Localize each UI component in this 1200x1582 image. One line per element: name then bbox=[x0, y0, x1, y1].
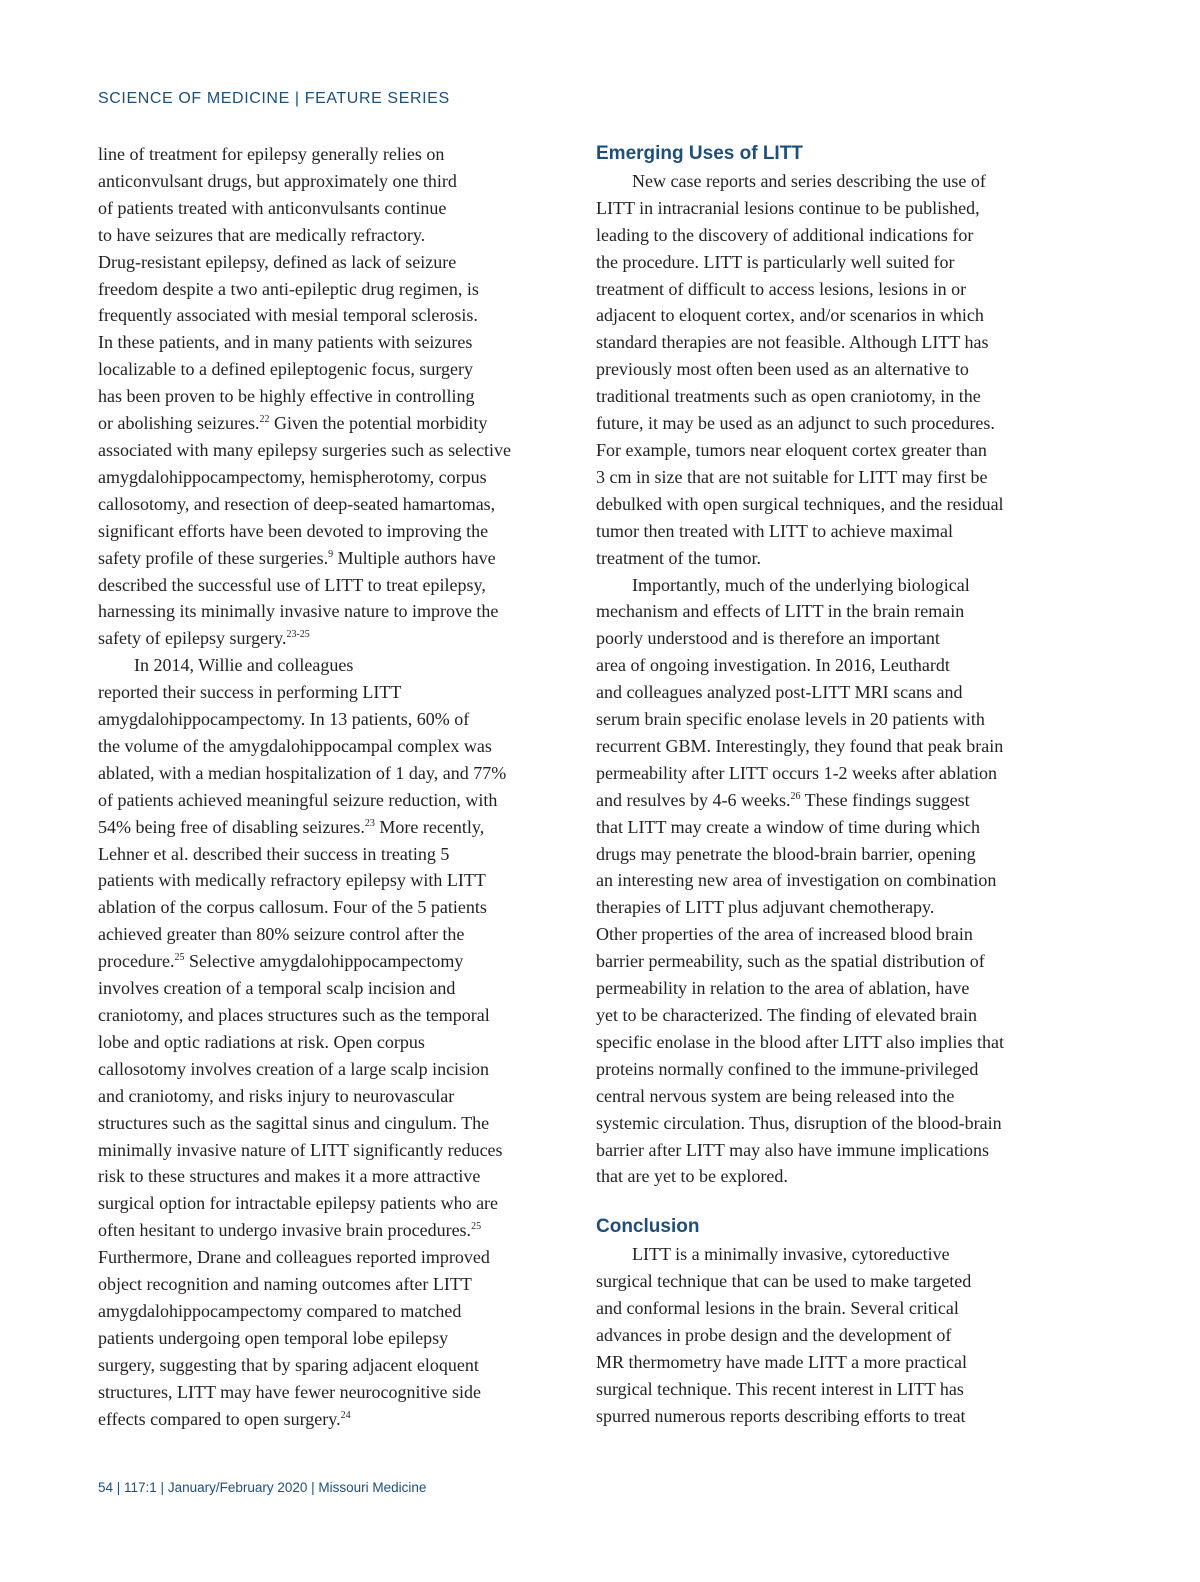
text-line: risk to these structures and makes it a more attractive bbox=[98, 1166, 481, 1187]
text-line: the volume of the amygdalohippocampal complex was bbox=[98, 735, 492, 756]
citation-superscript: 25 bbox=[174, 952, 185, 964]
text-line: treatment of difficult to access lesions, lesions in or bbox=[596, 278, 967, 299]
text-line: Importantly, much of the underlying biological bbox=[632, 574, 970, 595]
text-line: Drug-resistant epilepsy, defined as lack of seizure bbox=[98, 251, 457, 272]
text-line: that LITT may create a window of time during which bbox=[596, 816, 981, 837]
text-line: structures, LITT may have fewer neurocognitive side bbox=[98, 1381, 482, 1402]
text-line: has been proven to be highly effective in controlling bbox=[98, 386, 475, 407]
text-line: systemic circulation. Thus, disruption of the blood-brain bbox=[596, 1112, 1002, 1133]
citation-superscript: 23-25 bbox=[286, 629, 310, 641]
text-line: that are yet to be explored. bbox=[596, 1166, 788, 1187]
text-line: and resulves by 4-6 weeks.$^{26}$ These findings suggest bbox=[596, 789, 970, 810]
text-line: LITT in intracranial lesions continue to be published, bbox=[596, 197, 980, 218]
text-line: traditional treatments such as open craniotomy, in the bbox=[596, 386, 981, 407]
text-line: to have seizures that are medically refractory. bbox=[98, 224, 426, 245]
text-line: callosotomy, and resection of deep-seated hamartomas, bbox=[98, 493, 496, 514]
text-line: ablation of the corpus callosum. Four of the 5 patients bbox=[98, 897, 487, 918]
text-line: the procedure. LITT is particularly well suited for bbox=[596, 251, 955, 272]
text-line: therapies of LITT plus adjuvant chemotherapy. bbox=[596, 897, 935, 918]
text-line: often hesitant to undergo invasive brain procedures.$^{25}$ bbox=[98, 1220, 482, 1241]
left-column bbox=[98, 141, 546, 1433]
text-line: serum brain specific enolase levels in 20 patients with bbox=[596, 709, 985, 730]
text-line: recurrent GBM. Interestingly, they found that peak brain bbox=[596, 735, 1004, 756]
text-line: Other properties of the area of increased blood brain bbox=[596, 924, 973, 945]
text-line: surgical option for intractable epilepsy patients who are bbox=[98, 1193, 499, 1214]
text-line: yet to be characterized. The finding of elevated brain bbox=[596, 1005, 977, 1025]
section-heading-conclusion: Conclusion bbox=[596, 1216, 700, 1238]
section-heading-emerging-uses: Emerging Uses of LITT bbox=[596, 143, 803, 164]
text-line: LITT is a minimally invasive, cytoreductive bbox=[632, 1244, 950, 1265]
text-line: Lehner et al. described their success in treating 5 bbox=[98, 843, 450, 864]
text-line: MR thermometry have made LITT a more practical bbox=[596, 1351, 968, 1372]
text-line: safety of epilepsy surgery.$^{23-25}$ bbox=[98, 628, 310, 649]
right-column bbox=[596, 141, 1048, 1430]
text-line: proteins normally confined to the immune-privileged bbox=[596, 1058, 979, 1079]
text-line: poorly understood and is therefore an important bbox=[596, 628, 940, 649]
text-line: associated with many epilepsy surgeries such as selective bbox=[98, 439, 512, 460]
text-line: and conformal lesions in the brain. Several critical bbox=[596, 1298, 959, 1319]
text-line: surgery, suggesting that by sparing adjacent eloquent bbox=[98, 1354, 479, 1375]
section-emerging-uses-body bbox=[596, 168, 1048, 1190]
text-line: described the successful use of LITT to treat epilepsy, bbox=[98, 574, 486, 595]
text-line: tumor then treated with LITT to achieve maximal bbox=[596, 520, 954, 541]
text-line: significant efforts have been devoted to improving the bbox=[98, 520, 489, 541]
text-line: harnessing its minimally invasive nature to improve the bbox=[98, 601, 499, 622]
text-line: barrier permeability, such as the spatial distribution of bbox=[596, 951, 985, 972]
text-line: lobe and optic radiations at risk. Open corpus bbox=[98, 1031, 425, 1052]
page-footer: 54 | 117:1 | January/February 2020 | Missouri Medicine bbox=[98, 1480, 427, 1495]
text-line: New case reports and series describing the use of bbox=[632, 170, 986, 191]
text-line: craniotomy, and places structures such as the temporal bbox=[98, 1005, 490, 1025]
text-line: amygdalohippocampectomy. In 13 patients, 60% of bbox=[98, 709, 470, 730]
text-line: 3 cm in size that are not suitable for LITT may first be bbox=[596, 466, 988, 487]
text-line: of patients achieved meaningful seizure reduction, with bbox=[98, 789, 498, 810]
text-line: future, it may be used as an adjunct to such procedures. bbox=[596, 413, 995, 434]
citation-superscript: 24 bbox=[340, 1409, 351, 1421]
text-line: achieved greater than 80% seizure control after the bbox=[98, 924, 465, 945]
section-conclusion-body bbox=[596, 1241, 1048, 1429]
text-line: surgical technique that can be used to make targeted bbox=[596, 1271, 972, 1292]
text-line: 54% being free of disabling seizures.$^{23}$ More recently, bbox=[98, 816, 485, 837]
text-line: advances in probe design and the development of bbox=[596, 1324, 952, 1345]
text-line: previously most often been used as an alternative to bbox=[596, 359, 969, 380]
text-line: adjacent to eloquent cortex, and/or scenarios in which bbox=[596, 305, 984, 326]
text-line: ablated, with a median hospitalization of 1 day, and 77% bbox=[98, 762, 507, 783]
running-header: SCIENCE OF MEDICINE | FEATURE SERIES bbox=[98, 90, 450, 107]
text-line: Furthermore, Drane and colleagues reported improved bbox=[98, 1247, 490, 1268]
text-line: procedure.$^{25}$ Selective amygdalohippocampectomy bbox=[98, 951, 464, 972]
text-line: safety profile of these surgeries.$^9$ Multiple authors have bbox=[98, 547, 496, 568]
text-line: permeability in relation to the area of ablation, have bbox=[596, 978, 970, 999]
text-line: permeability after LITT occurs 1-2 weeks after ablation bbox=[596, 762, 997, 783]
text-line: or abolishing seizures.$^{22}$ Given the potential morbidity bbox=[98, 413, 488, 434]
text-line: debulked with open surgical techniques, and the residual bbox=[596, 493, 1004, 514]
text-line: anticonvulsant drugs, but approximately one third bbox=[98, 170, 457, 191]
text-line: an interesting new area of investigation on combination bbox=[596, 870, 997, 891]
text-line: drugs may penetrate the blood-brain barrier, opening bbox=[596, 843, 976, 864]
text-line: patients undergoing open temporal lobe epilepsy bbox=[98, 1327, 449, 1348]
text-line: involves creation of a temporal scalp incision and bbox=[98, 978, 456, 999]
citation-superscript: 22 bbox=[259, 414, 270, 426]
text-line: surgical technique. This recent interest in LITT has bbox=[596, 1378, 964, 1399]
text-line: mechanism and effects of LITT in the brain remain bbox=[596, 601, 965, 622]
text-line: leading to the discovery of additional indications for bbox=[596, 224, 974, 245]
text-line: minimally invasive nature of LITT significantly reduces bbox=[98, 1139, 503, 1160]
citation-superscript: 23 bbox=[364, 817, 375, 829]
text-line: localizable to a defined epileptogenic focus, surgery bbox=[98, 359, 474, 380]
text-line: For example, tumors near eloquent cortex greater than bbox=[596, 439, 987, 460]
text-line: area of ongoing investigation. In 2016, Leuthardt bbox=[596, 655, 950, 676]
text-line: patients with medically refractory epilepsy with LITT bbox=[98, 870, 486, 891]
citation-superscript: 9 bbox=[328, 548, 334, 560]
text-line: reported their success in performing LITT bbox=[98, 682, 402, 703]
text-line: amygdalohippocampectomy, hemispherotomy, corpus bbox=[98, 466, 487, 487]
text-line: frequently associated with mesial temporal sclerosis. bbox=[98, 305, 478, 326]
text-line: callosotomy involves creation of a large scalp incision bbox=[98, 1058, 490, 1079]
citation-superscript: 26 bbox=[790, 790, 801, 802]
text-line: barrier after LITT may also have immune implications bbox=[596, 1139, 990, 1160]
text-line: In these patients, and in many patients with seizures bbox=[98, 332, 473, 353]
text-line: specific enolase in the blood after LITT also implies that bbox=[596, 1031, 1005, 1052]
text-line: of patients treated with anticonvulsants continue bbox=[98, 197, 447, 218]
citation-superscript: 25 bbox=[471, 1221, 482, 1233]
text-line: effects compared to open surgery.$^{24}$ bbox=[98, 1408, 351, 1429]
text-line: and colleagues analyzed post-LITT MRI scans and bbox=[596, 682, 963, 703]
text-line: object recognition and naming outcomes after LITT bbox=[98, 1274, 472, 1295]
text-line: standard therapies are not feasible. Although LITT has bbox=[596, 332, 989, 353]
text-line: central nervous system are being released into the bbox=[596, 1085, 955, 1106]
text-line: structures such as the sagittal sinus and cingulum. The bbox=[98, 1112, 490, 1133]
text-line: line of treatment for epilepsy generally relies on bbox=[98, 144, 445, 164]
text-line: freedom despite a two anti-epileptic drug regimen, is bbox=[98, 278, 479, 299]
text-line: treatment of the tumor. bbox=[596, 547, 761, 568]
text-line: In 2014, Willie and colleagues bbox=[134, 655, 354, 676]
text-line: and craniotomy, and risks injury to neurovascular bbox=[98, 1085, 455, 1106]
text-line: spurred numerous reports describing efforts to treat bbox=[596, 1405, 966, 1426]
text-line: amygdalohippocampectomy compared to matched bbox=[98, 1300, 462, 1321]
